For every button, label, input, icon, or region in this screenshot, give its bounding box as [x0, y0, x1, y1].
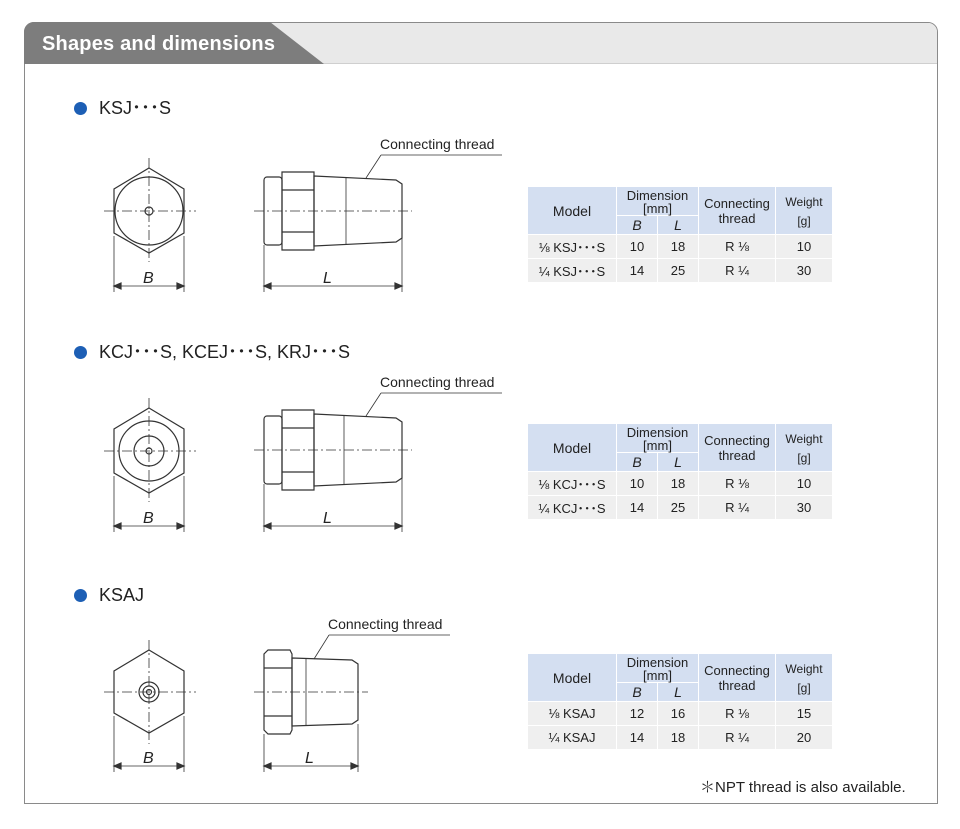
th-model: Model: [528, 424, 617, 472]
th-l: L: [658, 453, 699, 472]
page-title: Shapes and dimensions: [42, 33, 276, 55]
table-row: ¼ KCJ･･･S 14 25 R ¼ 30: [528, 496, 833, 520]
section-title-kcj: KCJ･･･S, KCEJ･･･S, KRJ･･･S: [74, 338, 350, 364]
th-weight: Weight [g]: [776, 187, 833, 235]
ksaj-label-l: L: [305, 750, 314, 767]
bullet-dot-icon: [74, 102, 87, 115]
ksj-label-b: B: [143, 270, 154, 287]
th-connecting-thread: Connecting thread: [699, 187, 776, 235]
th-weight: Weight [g]: [776, 424, 833, 472]
th-b: B: [617, 216, 658, 235]
th-model: Model: [528, 654, 617, 702]
ksaj-callout: Connecting thread: [328, 616, 443, 632]
th-l: L: [658, 216, 699, 235]
table-row: ⅛ KSJ･･･S 10 18 R ⅛ 10: [528, 235, 833, 259]
spec-table-ksj: [527, 186, 833, 283]
th-b: B: [617, 683, 658, 702]
th-model: Model: [528, 187, 617, 235]
th-dimension: Dimension [mm]: [617, 424, 699, 453]
th-connecting-thread: Connecting thread: [699, 654, 776, 702]
table-row: ⅛ KCJ･･･S 10 18 R ⅛ 10: [528, 472, 833, 496]
th-l: L: [658, 683, 699, 702]
th-b: B: [617, 453, 658, 472]
th-dimension: Dimension [mm]: [617, 187, 699, 216]
table-row: ¼ KSAJ 14 18 R ¼ 20: [528, 726, 833, 750]
bullet-dot-icon: [74, 589, 87, 602]
section-title-ksj: KSJ･･･S: [74, 94, 171, 120]
ksaj-label-b: B: [143, 750, 154, 767]
spec-table-kcj: [527, 423, 833, 520]
bullet-dot-icon: [74, 346, 87, 359]
th-dimension: Dimension [mm]: [617, 654, 699, 683]
section-title-ksaj: KSAJ: [74, 585, 144, 606]
kcj-label-l: L: [323, 510, 332, 527]
kcj-label-b: B: [143, 510, 154, 527]
table-row: ¼ KSJ･･･S 14 25 R ¼ 30: [528, 259, 833, 283]
ksj-callout: Connecting thread: [380, 136, 495, 152]
ksj-label-l: L: [323, 270, 332, 287]
th-weight: Weight [g]: [776, 654, 833, 702]
th-connecting-thread: Connecting thread: [699, 424, 776, 472]
kcj-callout: Connecting thread: [380, 374, 495, 390]
table-row: ⅛ KSAJ 12 16 R ⅛ 15: [528, 702, 833, 726]
footnote: ＊NPT thread is also available.: [700, 779, 906, 796]
spec-table-ksaj: [527, 653, 833, 750]
